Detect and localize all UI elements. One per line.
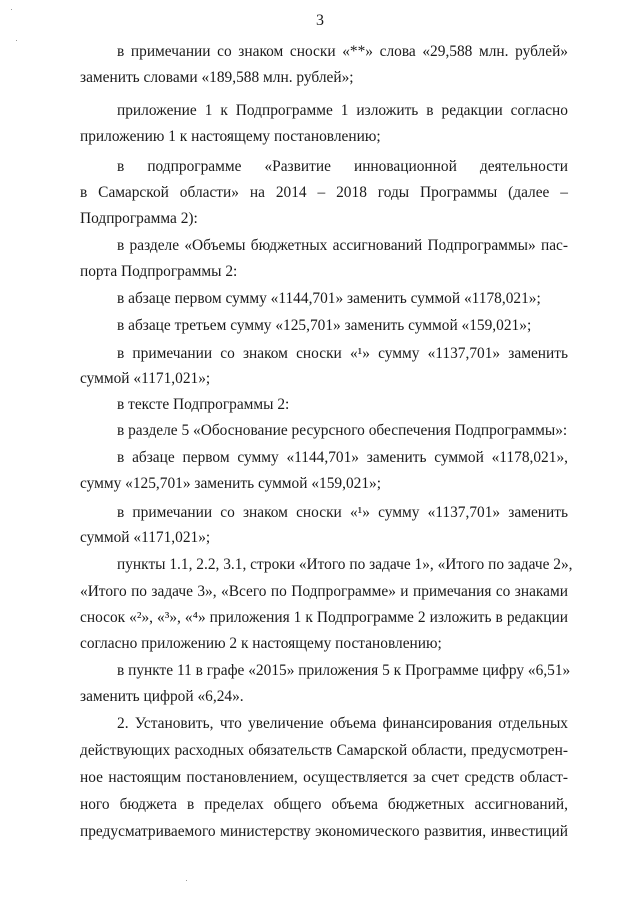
text-line: в абзаце первом сумму «1144,701» заменить суммой «1178,021», — [117, 449, 568, 466]
text-line: в абзаце первом сумму «1144,701» заменить суммой «1178,021»; — [117, 290, 541, 307]
scan-speck — [11, 9, 12, 10]
text-line: Подпрограмма 2): — [80, 210, 198, 227]
text-line: в примечании со знаком сноски «¹» сумму «1137,701» заменить — [117, 345, 568, 362]
text-line: действующих расходных обязательств Самарской области, предусмотрен- — [80, 742, 568, 759]
text-line: суммой «1171,021»; — [80, 370, 211, 387]
text-line: пункты 1.1, 2.2, 3.1, строки «Итого по задаче 1», «Итого по задаче 2», — [117, 556, 573, 573]
scan-speck — [186, 880, 187, 881]
text-line: согласно приложению 2 к настоящему постановлению; — [80, 635, 442, 652]
text-line: 2. Установить, что увеличение объема финансирования отдельных — [117, 715, 568, 732]
text-line: в примечании со знаком сноски «¹» сумму «1137,701» заменить — [117, 504, 568, 521]
text-line: сносок «²», «³», «⁴» приложения 1 к Подпрограмме 2 изложить в редакции — [80, 609, 568, 626]
text-line: «Итого по задаче 3», «Всего по Подпрограмме» и примечания со знаками — [80, 583, 568, 600]
text-line: в примечании со знаком сноски «**» слова «29,588 млн. рублей» — [117, 43, 568, 60]
text-line: порта Подпрограммы 2: — [80, 263, 238, 280]
text-line: предусматриваемого министерству экономического развития, инвестиций — [80, 823, 568, 840]
text-line: ное настоящим постановлением, осуществляется за счет средств област- — [80, 769, 568, 786]
text-line: сумму «125,701» заменить суммой «159,021»; — [80, 475, 382, 492]
text-line: в Самарской области» на 2014 – 2018 годы Программы (далее – — [80, 184, 568, 201]
text-line: приложение 1 к Подпрограмме 1 изложить в редакции согласно — [117, 102, 568, 119]
text-line: заменить словами «189,588 млн. рублей»; — [80, 69, 354, 86]
text-line: в разделе 5 «Обоснование ресурсного обеспечения Подпрограммы»: — [117, 422, 568, 439]
text-line: приложению 1 к настоящему постановлению; — [80, 128, 381, 145]
text-line: в разделе «Объемы бюджетных ассигнований Подпрограммы» пас- — [117, 237, 568, 254]
text-line: в пункте 11 в графе «2015» приложения 5 к Программе цифру «6,51» — [117, 662, 571, 679]
text-line: заменить цифрой «6,24». — [80, 688, 244, 705]
text-line: в абзаце третьем сумму «125,701» заменить суммой «159,021»; — [117, 317, 532, 334]
text-line: в тексте Подпрограммы 2: — [117, 396, 290, 413]
text-line: суммой «1171,021»; — [80, 529, 211, 546]
page-number: 3 — [316, 12, 324, 29]
text-line: ного бюджета в пределах общего объема бюджетных ассигнований, — [80, 796, 568, 813]
scan-speck — [16, 40, 17, 41]
text-line: в подпрограмме «Развитие инновационной деятельности — [117, 158, 568, 175]
